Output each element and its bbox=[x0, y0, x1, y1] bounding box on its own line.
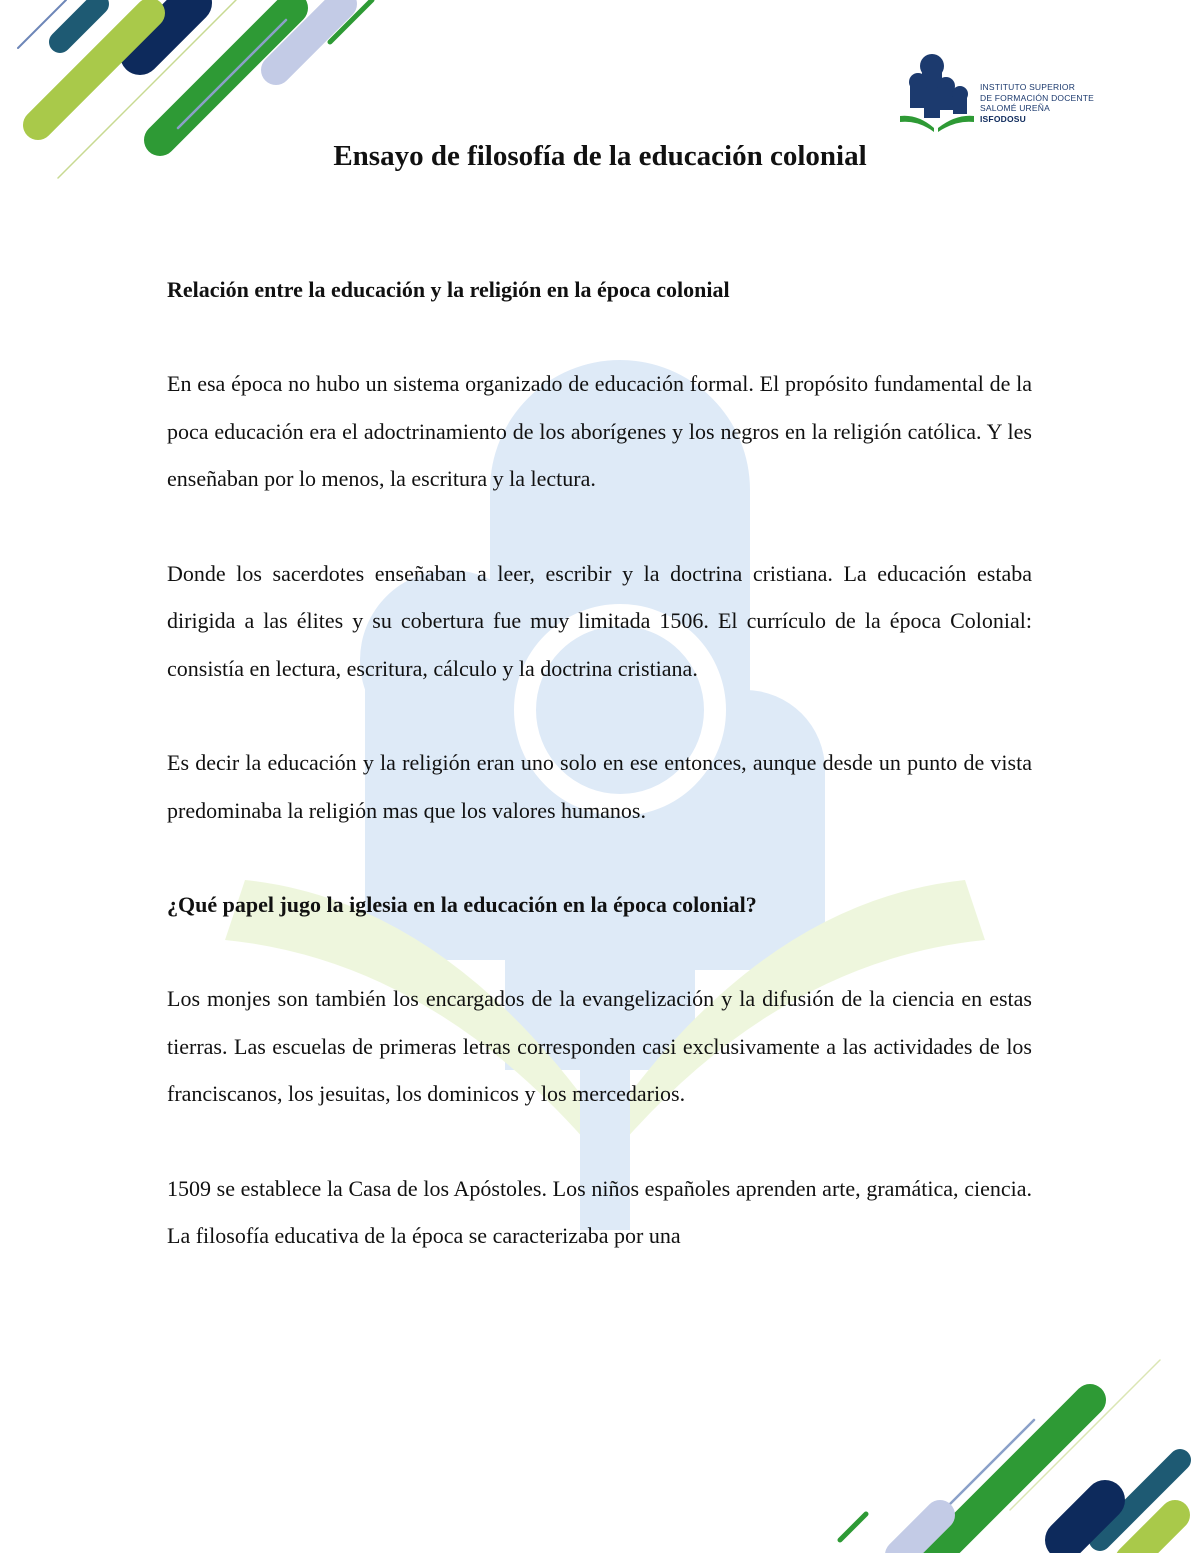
logo-line-3: SALOMÉ UREÑA bbox=[980, 103, 1050, 113]
document-body bbox=[167, 266, 1032, 1260]
section-1-paragraph-2: Donde los sacerdotes enseñaban a leer, escribir y la doctrina cristiana. La educación estaba dirigida a las élites y su cobertura fue muy limitada 1506. El currículo de la época Colonial: consistía en lectura, escritura, cálculo y la doctrina cristiana. bbox=[167, 560, 1032, 681]
section-2-heading: ¿Qué papel jugo la iglesia en la educación en la época colonial? bbox=[167, 892, 757, 917]
section-2-paragraph-2: 1509 se establece la Casa de los Apóstoles. Los niños españoles aprenden arte, gramática, ciencia. La filosofía educativa de la época se caracterizaba por una bbox=[167, 1175, 1032, 1248]
institution-logo bbox=[898, 52, 1108, 138]
institution-logo-text bbox=[980, 82, 1094, 124]
document-title: Ensayo de filosofía de la educación colonial bbox=[333, 140, 867, 172]
section-1-paragraph-1: En esa época no hubo un sistema organizado de educación formal. El propósito fundamental de la poca educación era el adoctrinamiento de los aborígenes y los negros en la religión católica. Y les enseñaban por lo menos, la escritura y la lectura. bbox=[167, 371, 1032, 491]
logo-line-2: DE FORMACIÓN DOCENTE bbox=[980, 92, 1095, 103]
section-1-paragraph-3: Es decir la educación y la religión eran uno solo en ese entonces, aunque desde un punto de vista predominaba la religión mas que los valores humanos. bbox=[167, 750, 1032, 823]
logo-line-1: INSTITUTO SUPERIOR bbox=[980, 82, 1076, 92]
bottom-right-decoration bbox=[780, 1340, 1200, 1553]
institution-logo-icon bbox=[898, 52, 980, 138]
logo-acronym: ISFODOSU bbox=[980, 113, 1026, 124]
section-2-paragraph-1: Los monjes son también los encargados de la evangelización y la difusión de la ciencia en estas tierras. Las escuelas de primeras letras corresponden casi exclusivamente a las actividades de los franciscanos, los jesuitas, los dominicos y los mercedarios. bbox=[167, 986, 1032, 1106]
section-1-heading: Relación entre la educación y la religión en la época colonial bbox=[167, 277, 730, 302]
